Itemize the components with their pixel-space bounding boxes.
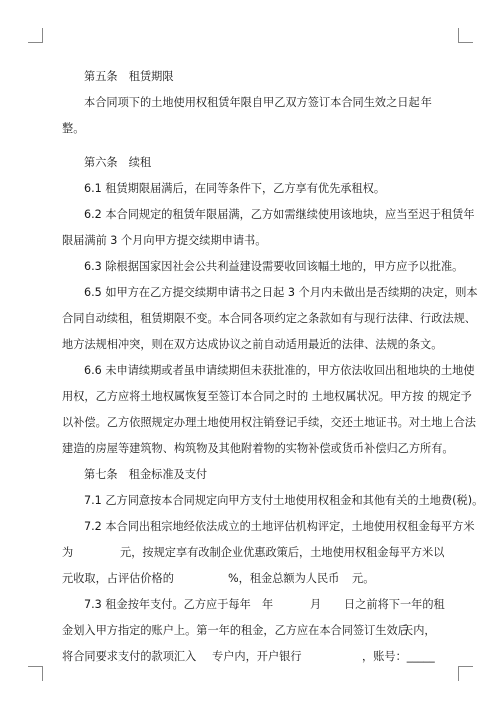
clause-7-3-line-1: 7.3 租金按年支付。乙方应于每年 年 月 日之前将下一年的租 (84, 598, 445, 611)
clause-6-6-line-4: 建造的房屋等建筑物、构筑物及其他附着物的实物补偿或货币补偿归乙方所有。 (62, 442, 454, 455)
clause-6-6-line-2: 用权，乙方应将土地权属恢复至签订本合同之时的 土地权属状况。甲方按 的规定予 (62, 390, 472, 403)
clause-7-2-line-2: 为 元，按规定享有改制企业优惠政策后，土地使用权租金每平方米以 (62, 546, 445, 559)
clause-6-1: 6.1 租赁期限届满后，在同等条件下，乙方享有优先承租权。 (84, 182, 386, 195)
clause-7-2-line-1: 7.2 本合同出租宗地经依法成立的土地评估机构评定，土地使用权租金每平方米 (84, 520, 475, 533)
crop-mark-bottom-right (458, 666, 473, 681)
clause-6-3: 6.3 除根据国家因社会公共利益建设需要收回该幅土地的，甲方应予以批准。 (84, 260, 464, 273)
crop-mark-top-left (28, 28, 43, 43)
clause-6-2-line-2: 限届满前 3 个月向甲方提交续期申请书。 (62, 234, 267, 247)
clause-6-6-line-3: 以补偿。乙方依照规定办理土地使用权注销登记手续，交还土地证书。对土地上合法 (62, 416, 476, 429)
clause-6-5-line-1: 6.5 如甲方在乙方提交续期申请书之日起 3 个月内未做出是否续期的决定，则本 (84, 286, 478, 299)
document-body (62, 64, 484, 670)
article-5-heading: 第五条 租赁期限 (84, 70, 174, 83)
article-7-heading: 第七条 租金标准及支付 (84, 468, 208, 481)
clause-7-2-line-3: 元收取，占评估价格的 %，租金总额为人民币 元。 (62, 572, 375, 585)
article-5-paragraph: 本合同项下的土地使用权租赁年限自甲乙双方签订本合同生效之日起 年 (84, 96, 432, 109)
article-5-paragraph-end: 整。 (62, 122, 85, 135)
clause-6-2-line-1: 6.2 本合同规定的租赁年限届满，乙方如需继续使用该地块，应当至迟于租赁年 (84, 208, 475, 221)
clause-6-5-line-2: 合同自动续租，租赁期限不变。本合同各项约定之条款如有与现行法律、行政法规、 (62, 312, 476, 325)
article-6-heading: 第六条 续租 (84, 156, 152, 169)
clause-7-3-line-3: 将合同要求支付的款项汇入 专户内，开户银行 ，账号：_____ (62, 650, 435, 663)
clause-6-6-line-1: 6.6 未申请续期或者虽申请续期但未获批准的，甲方依法收回出租地块的土地使 (84, 364, 475, 377)
clause-7-3-line-2: 金划入甲方指定的账户上。第一年的租金，乙方应在本合同签订生效后 天内， (62, 624, 436, 637)
clause-7-1: 7.1 乙方同意按本合同规定向甲方支付土地使用权租金和其他有关的土地费(税)。 (84, 494, 484, 507)
crop-mark-top-right (458, 28, 473, 43)
clause-6-5-line-3: 地方法规相冲突，则在双方达成协议之前自动适用最近的法律、法规的条文。 (62, 338, 443, 351)
crop-mark-bottom-left (28, 666, 43, 681)
